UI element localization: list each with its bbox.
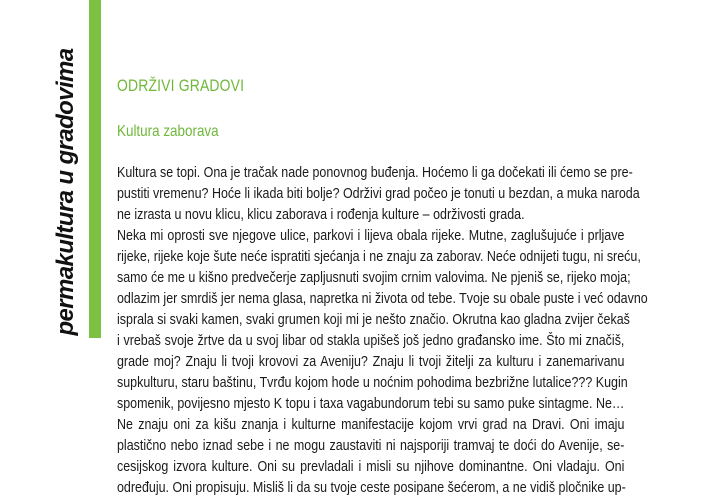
article-body <box>117 163 648 499</box>
body-line: pustiti vremenu? Hoće li ikada biti bolje? Održivi grad počeo je tonuti u bezdan, a muka naroda <box>117 186 640 202</box>
green-accent-bar <box>89 0 101 338</box>
body-line: Neka mi oprosti sve njegove ulice, parkovi i lijeva obala rijeke. Mutne, zaglušujuće i prljave <box>117 228 625 244</box>
body-line: ne izrasta u novu klicu, klicu zaborava i rođenja kulture – održivosti grada. <box>117 207 525 223</box>
vertical-section-label-text: permakultura u gradovima <box>52 48 79 336</box>
body-line: isprala si svaki kamen, svaki grumen koji mi je nešto značio. Okrutna kao gladna zvijer čekaš <box>117 312 630 328</box>
body-line: i vrebaš svoje žrtve da u svoj libar od stakla upišeš još jedno građansko ime. Što mi značiš, <box>117 333 625 349</box>
body-line: Ne znaju oni za kišu znanja i kulturne manifestacije kojom vrvi grad na Dravi. Oni imaju <box>117 417 625 433</box>
body-line: samo će me u kišno predvečerje zapljusnuti svojim crnim valovima. Ne pjeniš se, rijeko moja; <box>117 270 631 286</box>
body-line: cesijskog izvora kulture. Oni su prevladali i misli su njihove dominantne. Oni vladaju. Oni <box>117 459 625 475</box>
body-line: rijeke, rijeke koje šute neće ispratiti sjećanja i ne znaju za zaborav. Neće odnijeti tugu, ni sreću, <box>117 249 641 265</box>
body-line: odlazim jer smrdiš jer nema glasa, napretka ni života od tebe. Tvoje su obale puste i već odavno <box>117 291 648 307</box>
body-line: grade moj? Znaju li tvoji krovovi za Aveniju? Znaju li tvoji žitelji za kulturu i zanemarivanu <box>117 354 625 370</box>
vertical-section-label <box>44 0 88 486</box>
body-line: plastično nebo iznad sebe i ne mogu zaustaviti ni najsporiji tramvaj te doći do Avenije, se- <box>117 438 625 454</box>
article-subtitle: Kultura zaborava <box>117 123 219 140</box>
body-line: supkulturu, staru baštinu, Tvrđu kojom hode u noćnim pohodima bezbrižne lutalice??? Kugin <box>117 375 628 391</box>
body-line: određuju. Oni propisuju. Misliš li da su tvoje ceste posipane šećerom, a ne vidiš pločnike up- <box>117 480 626 496</box>
section-title: ODRŽIVI GRADOVI <box>117 76 245 95</box>
body-line: spomenik, povijesno mjesto K topu i taxa vagabundorum tebi su samo puke sintagme. Ne… <box>117 396 625 412</box>
body-line: Kultura se topi. Ona je tračak nade ponovnog buđenja. Hoćemo li ga dočekati ili ćemo se pre- <box>117 165 633 181</box>
